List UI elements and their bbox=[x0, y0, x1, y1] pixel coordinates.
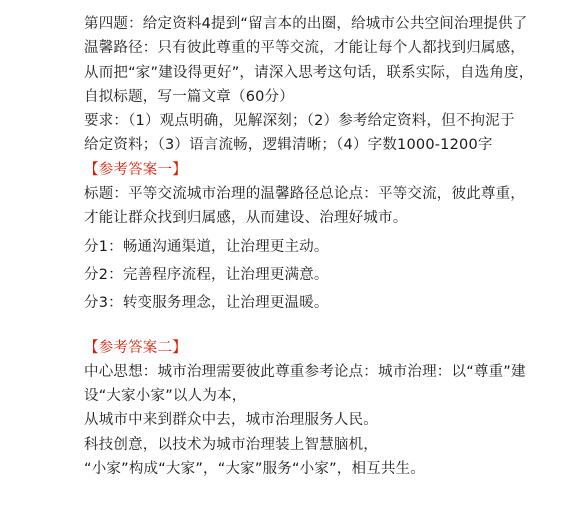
answer-one-heading: 【参考答案一】 bbox=[84, 161, 187, 178]
answer-two-line: 从城市中来到群众中去，城市治理服务人民。 bbox=[84, 412, 378, 429]
answer-two-line: 中心思想：城市治理需要彼此尊重参考论点：城市治理：以“尊重”建 bbox=[84, 363, 526, 380]
question-line: 温馨路径：只有彼此尊重的平等交流，才能让每个人都找到归属感， bbox=[84, 40, 525, 57]
question-line: 自拟标题，写一篇文章（60分） bbox=[84, 88, 294, 105]
answer-two-line: 设“大家小家”以人为本， bbox=[84, 388, 247, 405]
answer-two-block bbox=[84, 336, 579, 482]
answer-one-point: 分3：转变服务理念，让治理更温暖。 bbox=[84, 295, 329, 312]
question-line: 第四题：给定资料4提到“留言本的出圈，给城市公共空间治理提供了 bbox=[84, 16, 528, 32]
requirements-line: 给定资料；（3）语言流畅，逻辑清晰；（4）字数1000-1200字 bbox=[84, 137, 493, 154]
answer-one-block bbox=[84, 158, 579, 316]
requirements-line: 要求：（1）观点明确，见解深刻；（2）参考给定资料，但不拘泥于 bbox=[84, 113, 515, 130]
answer-one-thesis: 才能让群众找到归属感，从而建设、治理好城市。 bbox=[84, 210, 408, 227]
answer-one-point: 分2：完善程序流程，让治理更满意。 bbox=[84, 266, 329, 283]
answer-two-heading: 【参考答案二】 bbox=[84, 339, 187, 356]
document-page bbox=[84, 12, 579, 481]
answer-two-line: “小家”构成“大家”，“大家”服务“小家”，相互共生。 bbox=[84, 461, 425, 478]
question-block bbox=[84, 12, 579, 158]
answer-one-point: 分1：畅通沟通渠道，让治理更主动。 bbox=[84, 238, 329, 255]
answer-two-line: 科技创意，以技术为城市治理装上智慧脑机， bbox=[84, 436, 378, 453]
answer-one-thesis: 标题：平等交流城市治理的温馨路径总论点：平等交流，彼此尊重， bbox=[84, 186, 525, 203]
question-line: 从而把“家”建设得更好”，请深入思考这句话，联系实际，自选角度， bbox=[84, 64, 534, 81]
